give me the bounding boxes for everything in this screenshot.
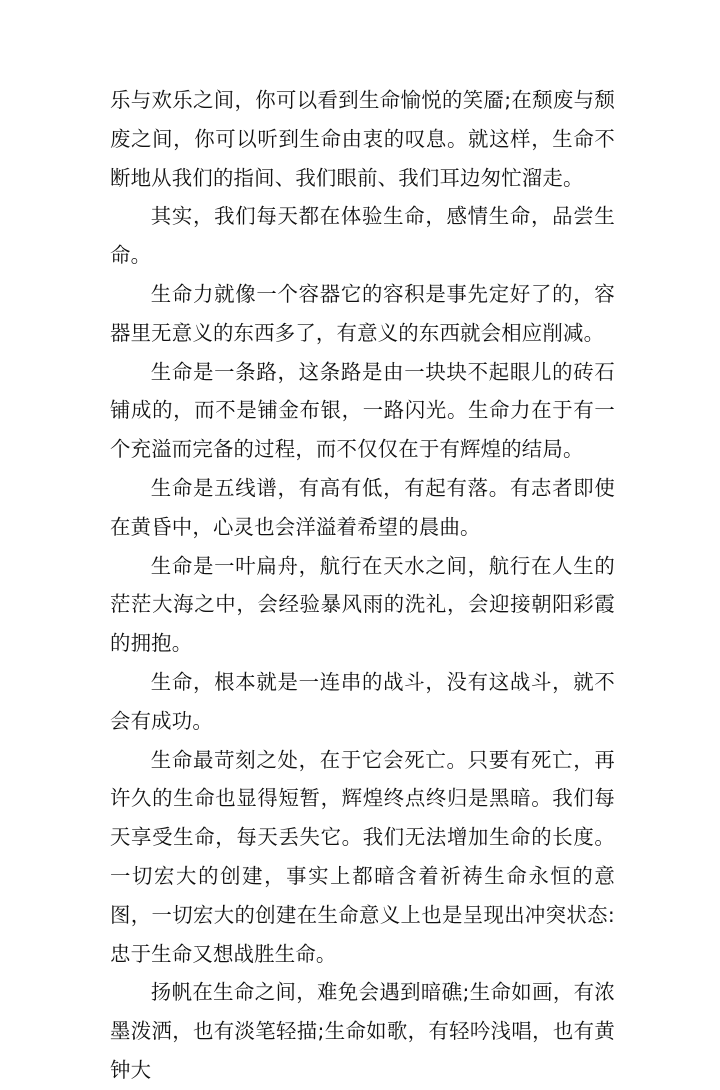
paragraph-6: 生命是一叶扁舟，航行在天水之间，航行在人生的茫茫大海之中，会经验暴风雨的洗礼，会迎接朝阳彩霞的拥抱。 bbox=[110, 553, 615, 656]
paragraph-7: 生命，根本就是一连串的战斗，没有这战斗，就不会有成功。 bbox=[110, 669, 615, 733]
paragraph-9: 扬帆在生命之间，难免会遇到暗礁;生命如画，有浓墨泼洒，也有淡笔轻描;生命如歌，有轻吟浅唱，也有黄钟大 bbox=[110, 980, 615, 1082]
paragraph-1: 乐与欢乐之间，你可以看到生命愉悦的笑靥;在颓废与颓废之间，你可以听到生命由衷的叹息。就这样，生命不断地从我们的指间、我们眼前、我们耳边匆忙溜走。 bbox=[110, 88, 615, 190]
paragraph-4: 生命是一条路，这条路是由一块块不起眼儿的砖石铺成的，而不是铺金布银，一路闪光。生命力在于有一个充溢而完备的过程，而不仅仅在于有辉煌的结局。 bbox=[110, 359, 615, 462]
paragraph-3: 生命力就像一个容器它的容积是事先定好了的，容器里无意义的东西多了，有意义的东西就会相应削减。 bbox=[110, 281, 615, 345]
paragraph-8: 生命最苛刻之处，在于它会死亡。只要有死亡，再许久的生命也显得短暂，辉煌终点终归是黑暗。我们每天享受生命，每天丢失它。我们无法增加生命的长度。一切宏大的创建，事实上都暗含着祈祷生命永恒的意图，一切宏大的创建在生命意义上也是呈现出冲突状态:忠于生命又想战胜生命。 bbox=[110, 747, 615, 966]
document-body bbox=[110, 81, 615, 1090]
paragraph-5: 生命是五线谱，有高有低，有起有落。有志者即使在黄昏中，心灵也会洋溢着希望的晨曲。 bbox=[110, 475, 615, 539]
paragraph-2: 其实，我们每天都在体验生命，感情生命，品尝生命。 bbox=[110, 204, 615, 268]
